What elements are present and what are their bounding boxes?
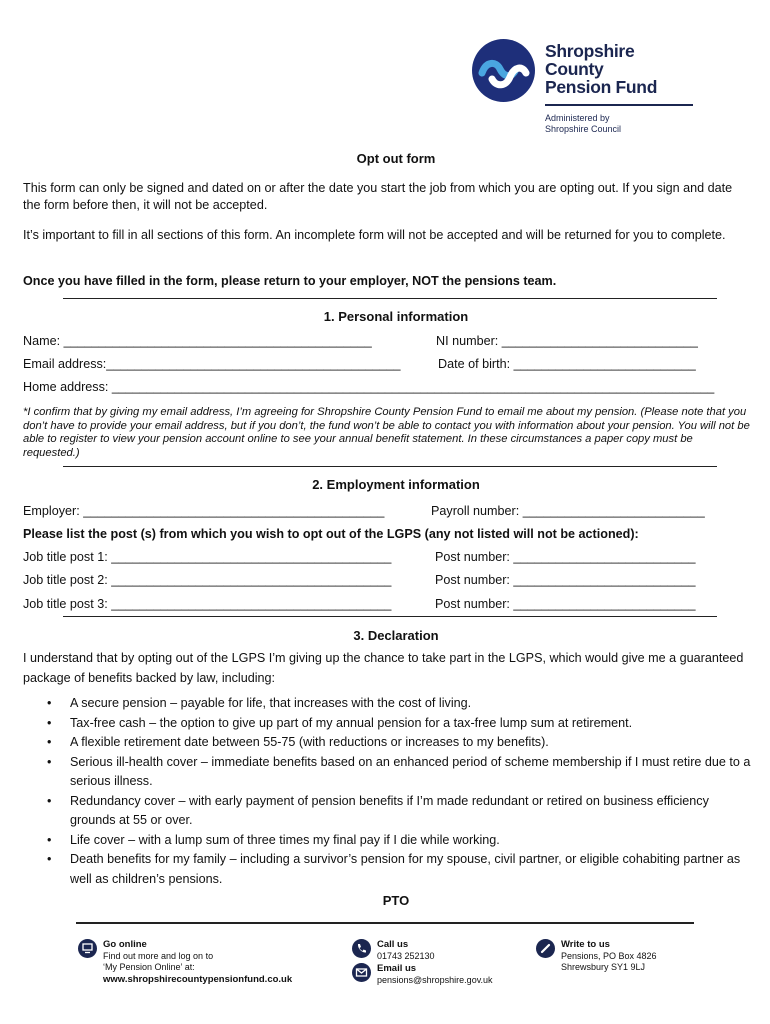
job-title-post-3-field[interactable]: Job title post 3: ________________________________________ bbox=[23, 597, 392, 611]
fund-logo-icon bbox=[472, 39, 535, 102]
list-item: • Death benefits for my family – including a survivor’s pension for my spouse, civil partner, or eligible cohabiting partner as well as children’s pensions. bbox=[23, 850, 753, 889]
computer-icon bbox=[78, 939, 97, 958]
footer-write bbox=[561, 939, 657, 974]
admin-line-1: Administered by bbox=[545, 113, 610, 123]
footer-divider bbox=[76, 922, 694, 924]
online-title: Go online bbox=[103, 939, 147, 950]
write-line-2: Shrewsbury SY1 9LJ bbox=[561, 962, 646, 972]
list-item: • A secure pension – payable for life, that increases with the cost of living. bbox=[23, 694, 753, 714]
online-line-2: ‘My Pension Online’ at: bbox=[103, 962, 195, 972]
job-title-post-1-field[interactable]: Job title post 1: ________________________________________ bbox=[23, 550, 392, 564]
section-1-title: 1. Personal information bbox=[323, 309, 469, 324]
home-address-field[interactable]: Home address: ______________________________________________________________________________________ bbox=[23, 380, 715, 394]
footer-email bbox=[377, 963, 493, 986]
section-3-title: 3. Declaration bbox=[353, 628, 439, 643]
email-consent-note: *I confirm that by giving my email address, I’m agreeing for Shropshire County Pension Fund to email me about my pension. (Please note that you don’t have to provide your email address, but if you don’t, the fund won’t be able to contact you with information about your pension. You will not be able to register to view your pension account online to see your annual benefit statement. In these circumstances a paper copy must be requested.) bbox=[23, 406, 750, 459]
benefits-list bbox=[23, 694, 753, 889]
divider bbox=[63, 616, 717, 617]
return-instruction: Once you have filled in the form, please return to your employer, NOT the pensions team. bbox=[23, 274, 557, 288]
pto-label: PTO bbox=[382, 893, 410, 908]
post-list-instruction: Please list the post (s) from which you wish to opt out of the LGPS (any not listed will not be actioned): bbox=[23, 527, 639, 541]
email-address-link[interactable]: pensions@shropshire.gov.uk bbox=[377, 974, 493, 985]
employer-field[interactable]: Employer: ___________________________________________ bbox=[23, 504, 385, 518]
online-line-1: Find out more and log on to bbox=[103, 950, 214, 961]
list-item: • Tax-free cash – the option to give up part of my annual pension for a tax-free lump sum at retirement. bbox=[23, 714, 753, 734]
ni-number-field[interactable]: NI number: ____________________________ bbox=[436, 334, 698, 348]
post-number-1-field[interactable]: Post number: __________________________ bbox=[435, 550, 696, 564]
list-item: • Serious ill-health cover – immediate benefits based on an enhanced period of scheme membership if I must retire due to a serious illness. bbox=[23, 753, 753, 792]
date-of-birth-field[interactable]: Date of birth: __________________________ bbox=[438, 357, 696, 371]
email-title: Email us bbox=[377, 963, 417, 974]
logo-line-3: Pension Fund bbox=[545, 77, 658, 97]
call-title: Call us bbox=[377, 939, 409, 950]
divider bbox=[63, 298, 717, 299]
section-2-title: 2. Employment information bbox=[312, 477, 480, 492]
declaration-intro: I understand that by opting out of the LGPS I’m giving up the chance to take part in the LGPS, which would give me a guaranteed package of benefits backed by law, including: bbox=[23, 651, 744, 685]
admin-line-2: Shropshire Council bbox=[545, 124, 622, 134]
intro-paragraph-2: It’s important to fill in all sections of this form. An incomplete form will not be accepted and will be returned for you to complete. bbox=[23, 228, 726, 242]
logo-divider bbox=[545, 104, 693, 106]
write-title: Write to us bbox=[561, 939, 610, 950]
list-item: • Life cover – with a lump sum of three times my final pay if I die while working. bbox=[23, 831, 753, 851]
footer-call bbox=[377, 939, 435, 962]
write-line-1: Pensions, PO Box 4826 bbox=[561, 950, 657, 961]
post-number-3-field[interactable]: Post number: __________________________ bbox=[435, 597, 696, 611]
email-icon bbox=[352, 963, 371, 982]
divider bbox=[63, 466, 717, 467]
call-number[interactable]: 01743 252130 bbox=[377, 950, 435, 961]
logo-line-2: County bbox=[545, 59, 604, 79]
intro-paragraph-1: This form can only be signed and dated on or after the date you start the job from which you are opting out. If you sign and date the form before then, it will not be accepted. bbox=[23, 181, 733, 212]
online-url-link[interactable]: www.shropshirecountypensionfund.co.uk bbox=[103, 973, 293, 985]
name-field[interactable]: Name: ____________________________________________ bbox=[23, 334, 372, 348]
email-field[interactable]: Email address:__________________________________________ bbox=[23, 357, 401, 371]
footer-online bbox=[103, 939, 292, 985]
list-item: • A flexible retirement date between 55-75 (with reductions or increases to my benefits). bbox=[23, 733, 753, 753]
job-title-post-2-field[interactable]: Job title post 2: ________________________________________ bbox=[23, 573, 392, 587]
post-number-2-field[interactable]: Post number: __________________________ bbox=[435, 573, 696, 587]
list-item: • Redundancy cover – with early payment of pension benefits if I’m made redundant or retired on business efficiency grounds at 55 or over. bbox=[23, 792, 753, 831]
fund-logo-text bbox=[545, 42, 657, 96]
page-title: Opt out form bbox=[356, 151, 436, 166]
payroll-number-field[interactable]: Payroll number: __________________________ bbox=[431, 504, 705, 518]
phone-icon bbox=[352, 939, 371, 958]
logo-line-1: Shropshire bbox=[545, 41, 635, 61]
administered-by bbox=[545, 113, 621, 135]
pen-icon bbox=[536, 939, 555, 958]
